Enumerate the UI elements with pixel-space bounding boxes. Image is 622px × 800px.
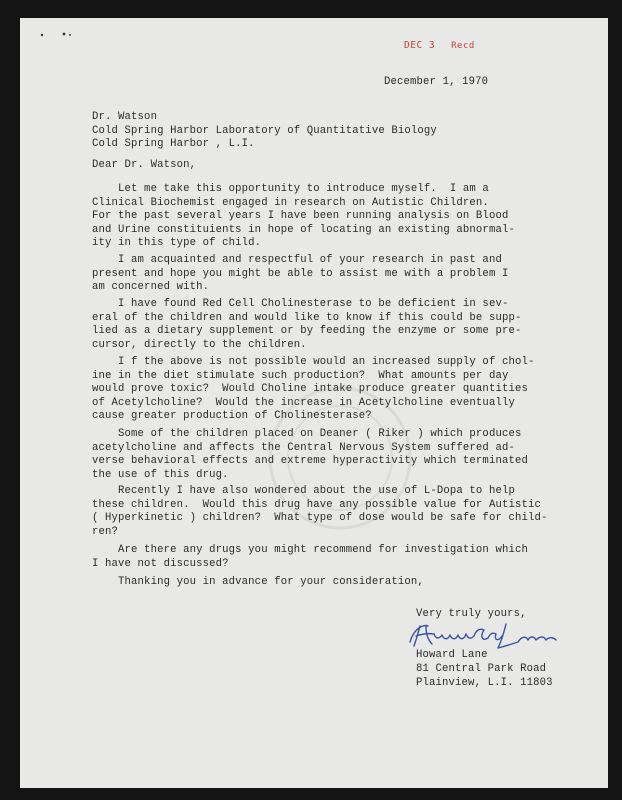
body-line: eral of the children and would like to know if this could be supp- — [92, 311, 522, 324]
handwritten-signature — [406, 618, 566, 652]
letter-page — [20, 18, 608, 788]
body-line: ity in this type of child. — [92, 237, 262, 250]
body-line: Let me take this opportunity to introduce myself. I am a — [92, 183, 489, 195]
body-line: ( Hyperkinetic ) children? What type of dose would be safe for child- — [92, 512, 548, 525]
body-line: acetylcholine and affects the Central Nervous System suffered ad- — [92, 441, 515, 454]
paragraph-deaner — [92, 428, 602, 482]
paragraph-cholinesterase — [92, 298, 602, 352]
paragraph-introduction — [92, 183, 602, 251]
stamp-label: Recd — [451, 41, 475, 51]
body-line: Some of the children placed on Deaner ( Riker ) which produces — [92, 428, 522, 440]
body-line: cause greater production of Cholinesterase? — [92, 410, 372, 423]
sender-line: Plainview, L.I. 11803 — [416, 677, 553, 690]
paper-marks — [40, 30, 80, 40]
recipient-line: Cold Spring Harbor Laboratory of Quantitative Biology — [92, 124, 437, 137]
body-line: the use of this drug. — [92, 468, 229, 481]
body-line: I have found Red Cell Cholinesterase to be deficient in sev- — [92, 298, 509, 310]
body-line: these children. Would this drug have any possible value for Autistic — [92, 498, 542, 511]
paragraph-thanks — [92, 576, 602, 590]
sender-line: Howard Lane — [416, 649, 488, 661]
body-line: For the past several years I have been running analysis on Blood — [92, 210, 509, 223]
sender-line: 81 Central Park Road — [416, 663, 547, 676]
sender-block — [416, 648, 553, 691]
body-line: am concerned with. — [92, 281, 210, 294]
paragraph-choline — [92, 356, 602, 424]
body-line: present and hope you might be able to assist me with a problem I — [92, 267, 509, 280]
body-line: lied as a dietary supplement or by feeding the enzyme or some pre- — [92, 325, 522, 338]
salutation: Dear Dr. Watson, — [92, 159, 197, 171]
body-line: Thanking you in advance for your consideration, — [92, 576, 424, 588]
body-line: and Urine constituients in hope of locating an existing abnormal- — [92, 223, 515, 236]
stamp-date: DEC 3 — [404, 40, 436, 51]
paragraph-drugs — [92, 544, 602, 571]
recipient-address — [92, 111, 437, 152]
body-line: of Acetylcholine? Would the increase in Acetylcholine eventually — [92, 396, 515, 409]
body-line: ren? — [92, 525, 119, 538]
body-line: ine in the diet stimulate such production? What amounts per day — [92, 369, 509, 382]
body-line: Recently I have also wondered about the use of L-Dopa to help — [92, 485, 515, 497]
body-line: would prove toxic? Would Choline intake produce greater quantities — [92, 383, 528, 396]
body-line: I f the above is not possible would an increased supply of chol- — [92, 356, 535, 368]
body-line: Are there any drugs you might recommend for investigation which — [92, 544, 528, 556]
body-line: verse behavioral effects and extreme hyperactivity which terminated — [92, 455, 528, 468]
body-line: Clinical Biochemist engaged in research on Autistic Children. — [92, 196, 489, 209]
body-line: I am acquainted and respectful of your research in past and — [92, 254, 502, 266]
body-line: I have not discussed? — [92, 557, 229, 570]
letter-date: December 1, 1970 — [384, 76, 489, 88]
received-stamp — [404, 40, 475, 51]
recipient-line: Dr. Watson — [92, 111, 158, 123]
recipient-line: Cold Spring Harbor , L.I. — [92, 138, 255, 151]
closing: Very truly yours, — [416, 608, 527, 620]
paragraph-acquainted — [92, 254, 602, 295]
paragraph-l-dopa — [92, 485, 602, 539]
body-line: cursor, directly to the children. — [92, 338, 307, 351]
